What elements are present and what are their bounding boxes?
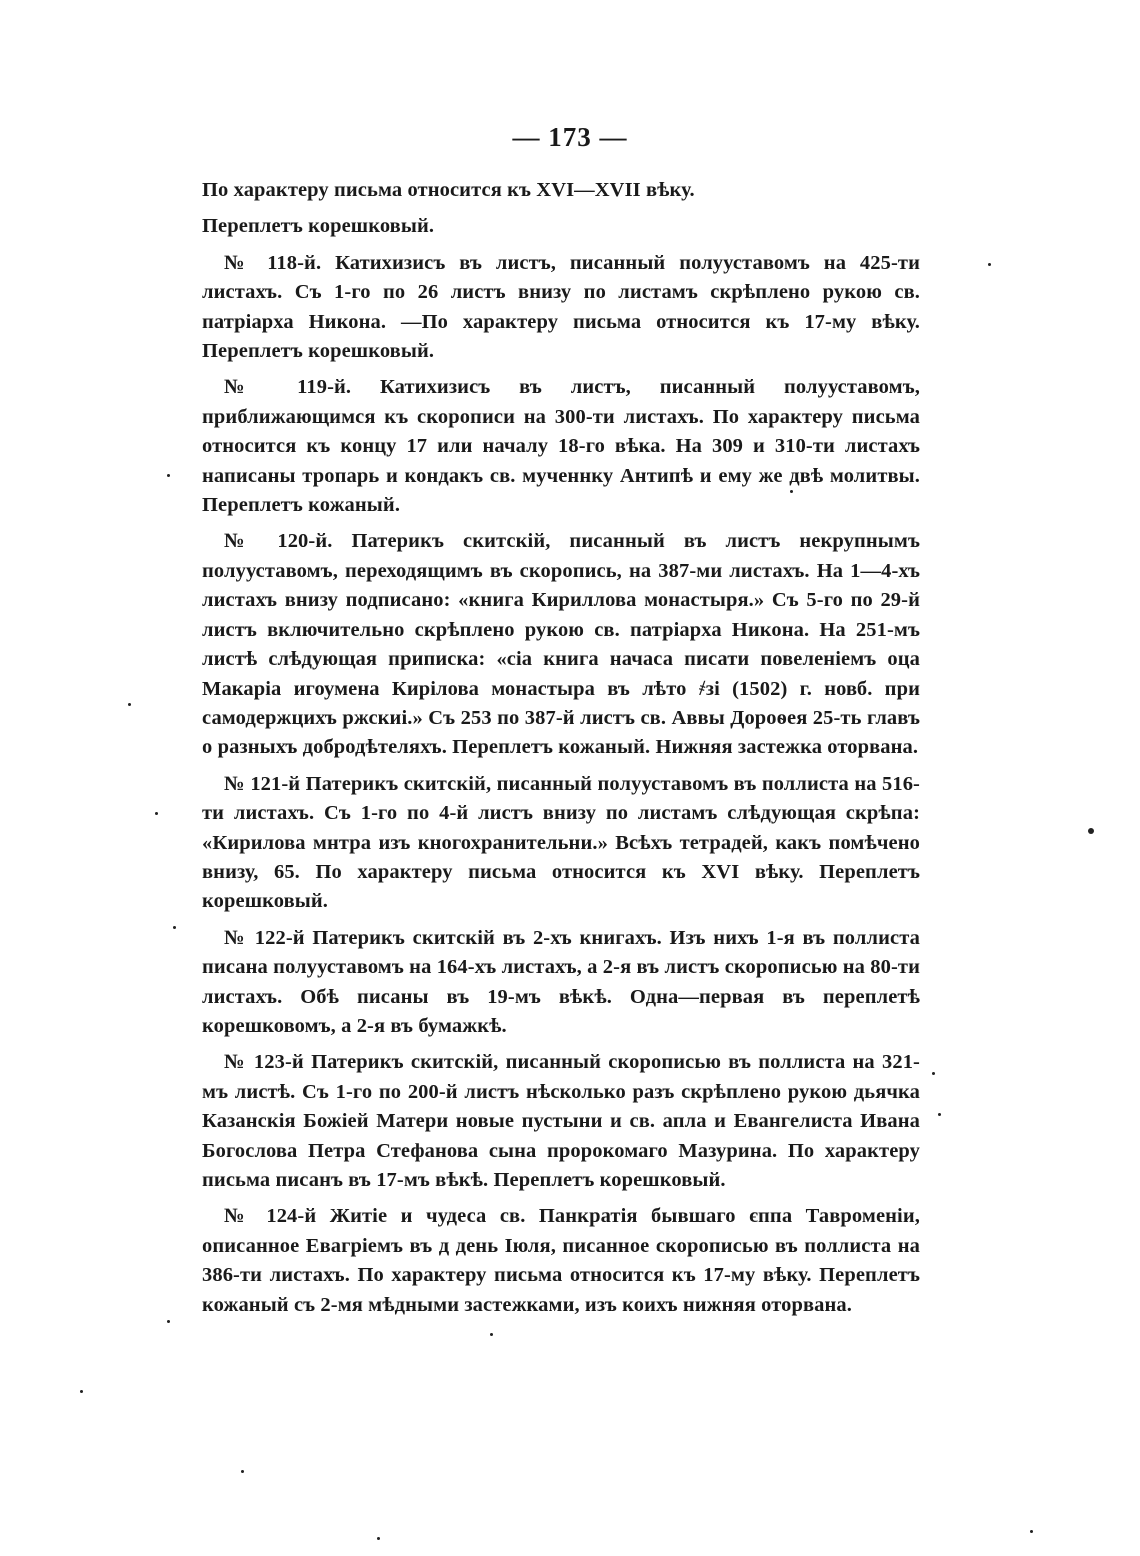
scan-speck (128, 703, 131, 706)
paragraph-text: Катихизисъ въ листъ, писанный полууставомъ, приближающимся къ скорописи на 300-ти листахъ. По характеру письма относится къ концу 17 или началу 18-го вѣка. На 309 и 310-ти листахъ написаны тропарь и кондакъ св. мученнку Антипѣ и ему же двѣ молитвы. Переплетъ кожаный. (202, 376, 920, 517)
scan-speck (80, 1390, 83, 1393)
scan-speck (155, 812, 158, 815)
catalog-text (202, 176, 920, 1327)
entry-number: № 120-й. (224, 530, 333, 553)
paragraph-text: Патерикъ скитскій, писанный въ листъ некрупнымъ полууставомъ, переходящимъ въ скоропись, на 387-ми листахъ. На 1—4-хъ листахъ внизу подписано: «книга Кириллова монастыря.» Съ 5-го по 29-й листъ включительно скрѣплено рукою св. патріарха Никона. На 251-мъ листѣ слѣдующая приписка: «сіа книга начаса писати повеленіемъ оца Макаріа игоумена Кирілова монастыра въ лѣто ҂зі (1502) г. новб. при самодержцихъ ржскиі.» Съ 253 по 387-й листъ св. Аввы Дороѳея 25-ть главъ о разныхъ добродѣтеляхъ. Переплетъ кожаный. Нижняя застежка оторвана. (202, 530, 920, 759)
paragraph-text: По характеру письма относится къ XVI—XVII вѣку. (202, 179, 695, 201)
scan-speck (790, 490, 793, 493)
entry-119 (202, 373, 920, 520)
paragraph-text: Патерикъ скитскій, писанный скорописью въ поллиста на 321-мъ листѣ. Съ 1-го по 200-й листъ нѣсколько разъ скрѣплено рукою дьячка Казанскія Божіей Матери новые пустыни и св. апла и Евангелиста Ивана Богослова Петра Стефанова сына пророкомаго Мазурина. По характеру письма писанъ въ 17-мъ вѣкѣ. Переплетъ корешковый. (202, 1051, 920, 1191)
entry-124 (202, 1202, 920, 1320)
paragraph-text: Переплетъ корешковый. (202, 215, 435, 238)
scan-speck (377, 1537, 380, 1540)
paragraph-binding (202, 212, 920, 241)
scan-speck (1088, 828, 1094, 834)
entry-number: № 123-й (224, 1051, 304, 1074)
scan-speck (932, 1072, 935, 1075)
entry-120 (202, 527, 920, 762)
entry-number: № 121-й (224, 772, 301, 795)
scan-speck (988, 263, 991, 266)
paragraph-text: Житіе и чудеса св. Панкратія бывшаго єппа Тавроменіи, описанное Евагріемъ въ д день Іюля, писанное скорописью въ поллиста на 386-ти листахъ. По характеру письма относится къ 17-му вѣку. Переплетъ кожаный съ 2-мя мѣдными застежками, изъ коихъ нижняя оторвана. (202, 1205, 920, 1316)
paragraph-text: Патерикъ скитскій, писанный полууставомъ въ поллиста на 516-ти листахъ. Съ 1-го по 4-й листъ внизу по листамъ слѣдующая скрѣпа: «Кирилова мнтра изъ кногохранительни.» Всѣхъ тетрадей, какъ помѣчено внизу, 65. По характеру письма относится къ XVI вѣку. Переплетъ корешковый. (202, 772, 920, 913)
entry-number: № 119-й. (224, 376, 352, 399)
entry-123 (202, 1048, 920, 1195)
entry-121 (202, 770, 920, 917)
scan-speck (241, 1470, 244, 1473)
scan-speck (167, 1320, 170, 1323)
paragraph-text: Патерикъ скитскій въ 2-хъ книгахъ. Изъ нихъ 1-я въ поллиста писана полууставомъ на 164-хъ листахъ, а 2-я въ листъ скорописью на 80-ти листахъ. Обѣ писаны въ 19-мъ вѣкѣ. Одна—первая въ переплетѣ корешковомъ, а 2-я въ бумажкѣ. (202, 926, 920, 1037)
scan-speck (490, 1333, 493, 1336)
paragraph-dating (202, 176, 920, 205)
scan-speck (167, 474, 170, 477)
entry-number: № 122-й (224, 926, 305, 949)
entry-122 (202, 924, 920, 1042)
entry-number: № 118-й. (224, 251, 322, 274)
scan-speck (1030, 1530, 1033, 1533)
entry-118 (202, 249, 920, 367)
page-number: — 173 — (512, 122, 628, 152)
scan-speck (938, 1113, 941, 1116)
scan-speck (173, 926, 176, 929)
paragraph-text: Катихизисъ въ листъ, писанный полууставомъ на 425-ти листахъ. Съ 1-го по 26 листъ внизу по листамъ скрѣплено рукою св. патріарха Никона. —По характеру письма относится къ 17-му вѣку. Переплетъ корешковый. (202, 251, 920, 363)
entry-number: № 124-й (224, 1205, 317, 1228)
